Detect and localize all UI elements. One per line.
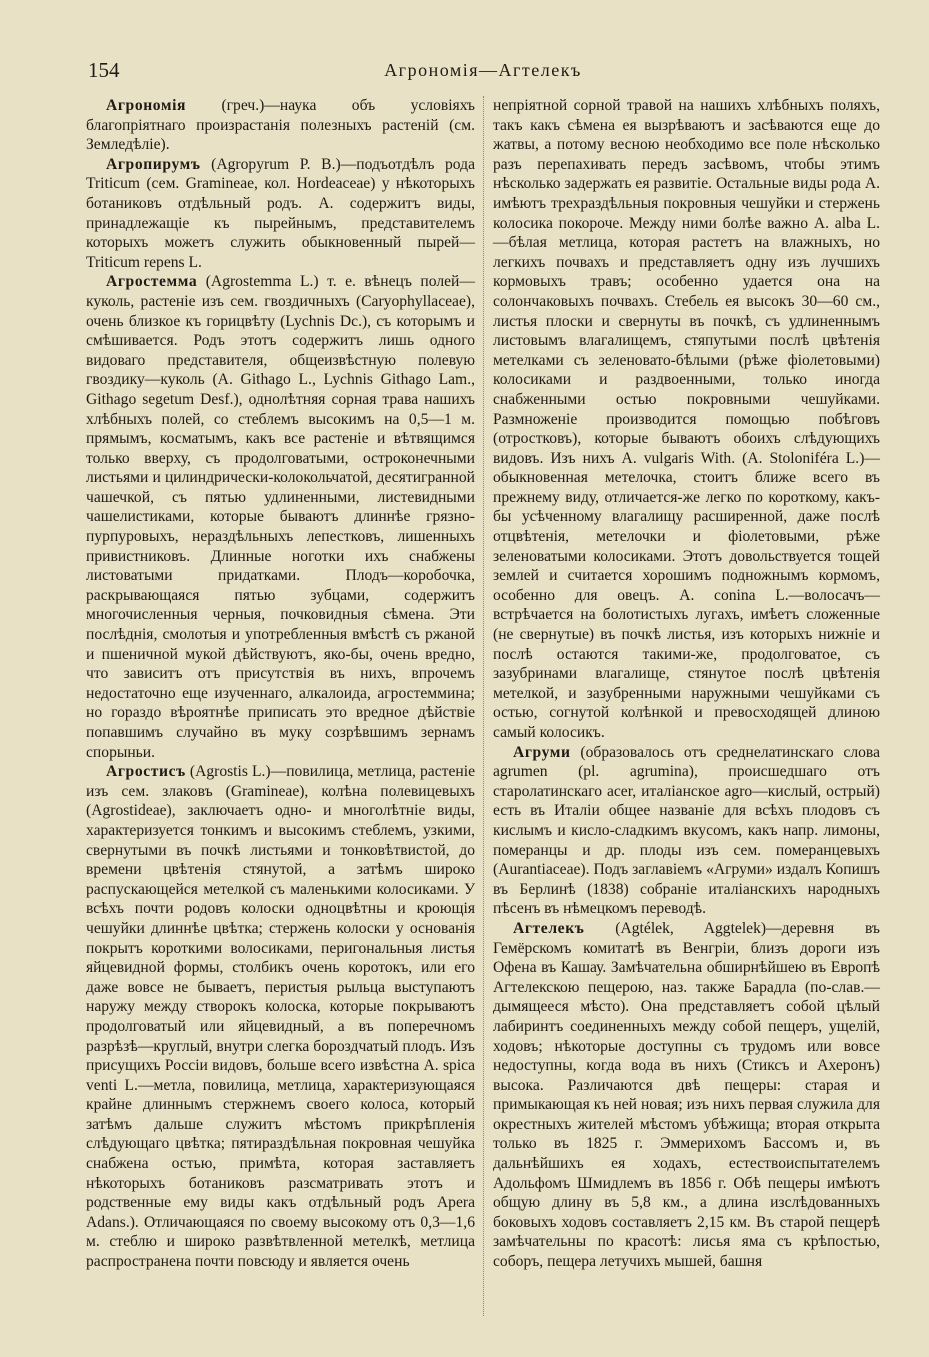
entry-text: (Agropyrum P. B.)—подъотдѣлъ рода Triticum (сем. Gramineae, кол. Hordeaceae) у нѣкоторыхъ ботаниковъ отдѣльный родъ. А. содержитъ виды, принадлежащіе къ пырейнымъ, представителемъ которыхъ можетъ служить обыкновенный пырей—Triticum repens L. [86, 155, 475, 271]
entry-agtelek [493, 919, 880, 1272]
headword: Агруми [513, 743, 571, 761]
entry-agrostemma [86, 272, 475, 762]
headword: Агтелекъ [513, 919, 585, 937]
headword: Агропирумъ [106, 155, 201, 173]
entry-text: (Agrostemma L.) т. е. вѣнецъ полей—куколь, растеніе изъ сем. гвоздичныхъ (Caryophyllaceae), очень близкое къ горицвѣту (Lychnis Dc.), съ которымъ и смѣшивается. Родъ этотъ содержитъ лишь одного видоваго представителя, общеизвѣстную полевую гвоздику—куколь (A. Githago L., Lychnis Githago Lam., Githago segetum Desf.), однолѣтняя сорная трава нашихъ хлѣбныхъ полей, со стеблемъ высокимъ на 0,5—1 м. прямымъ, косматымъ, какъ все растеніе и вѣтвящимся только вверху, съ продолговатыми, остроконечными листьями и цилиндрически-колокольчатой, десятигранной чашечкой, съ пятью удлиненными, листевидными чашелистиками, которые бываютъ длиннѣе грязно-пурпуровыхъ, нераздѣльныхъ лепестковъ, лишенныхъ привистниковъ. Длинные ноготки ихъ снабжены листоватыми придатками. Плодъ—коробочка, раскрывающаяся пятью зубцами, содержитъ многочисленныя черныя, почковидныя сѣмена. Эти послѣднія, смолотыя и употребленныя вмѣстѣ съ ржаной и пшеничной мукой дѣйствуютъ, яко-бы, очень вредно, что зависитъ отъ присутствія въ нихъ, впрочемъ недостаточно еще изученнаго, алкалоида, агростеммина; но гораздо вѣроятнѣе приписать это вредное дѣйствіе попавшимъ случайно въ муку созрѣвшимъ зернамъ спорыньи. [86, 273, 475, 761]
left-column [86, 96, 475, 1272]
headword: Агростисъ [106, 763, 186, 781]
column-divider [483, 96, 485, 1316]
entry-text: непріятной сорной травой на нашихъ хлѣбныхъ поляхъ, такъ какъ сѣмена ея вызрѣваютъ и засѣваются еще до жатвы, а потому весною необходимо все поле нѣсколько разъ перепахивать передъ засѣвомъ, чтобы этимъ нѣсколько задержать ея развитіе. Остальные виды рода А. имѣютъ трехраздѣльныя покровныя чешуйки и стержень колосика покороче. Между ними болѣе важно A. alba L.—бѣлая метлица, которая растетъ на влажныхъ, но легкихъ почвахъ и представляетъ одну изъ лучшихъ кормовыхъ травъ; особенно удается она на солончаковыхъ почвахъ. Стебель ея высокъ 30—60 см., листья плоски и свернуты въ почкѣ, съ удлиненнымъ листовымъ влагалищемъ, стяпутыми послѣ цвѣтенія метелками съ зеленовато-бѣлыми (рѣже фіолетовыми) колосиками и раздвоенными, только иногда снабженными остью покровными чешуйками. Размноженіе производится помощью побѣговъ (отростковъ), которые бываютъ обоихъ слѣдующихъ видовъ. Изъ нихъ A. vulgaris With. (A. Stoloniféra L.)—обыкновенная метелочка, стоитъ ближе всего въ прежнему виду, отличается-же легко по короткому, какъ-бы усѣченному влагалищу расширенной, даже послѣ отцвѣтенія, метелочки и фіолетовыми, рѣже зеленоватыми колосиками. Этотъ довольствуется тощей землей и считается хорошимъ подножнымъ кормомъ, особенно для овецъ. A. conina L.—волосачъ—встрѣчается на болотистыхъ лугахъ, имѣетъ сложенные (не свернутые) въ почкѣ листья, изъ которыхъ нижніе и послѣ остаются такими-же, продолговатое, съ зазубринами влагалище, стянутое послѣ цвѣтенія метелкой, и зазубренными наружными чешуйками съ остью, согнутой колѣнкой и превосходящей длиною самый колосикъ. [493, 97, 880, 741]
headword: Агростемма [106, 273, 198, 291]
entry-text: (Agtélek, Aggtelek)—деревня въ Гемёрскомъ комитатѣ въ Венгріи, близъ дороги изъ Офена въ Кашау. Замѣчательна обширнѣйшею въ Европѣ Агтелекскою пещерою, наз. также Барадла (по-слав.—дымящееся мѣсто). Она представляетъ собой цѣлый лабиринтъ соединенныхъ между собой пещеръ, ущелій, ходовъ; нѣкоторые доступны съ трудомъ или вовсе недоступны, когда вода въ нихъ (Стиксъ и Ахеронъ) высока. Различаются двѣ пещеры: старая и примыкающая къ ней новая; изъ нихъ первая служила для окрестныхъ жителей мѣстомъ убѣжища; вторая открыта только въ 1825 г. Эммерихомъ Бассомъ и, въ дальнѣйшихъ ея ходахъ, естествоиспытателемъ Адольфомъ Шмидлемъ въ 1856 г. Обѣ пещеры имѣютъ общую длину въ 5,8 км., а длина изслѣдованныхъ боковыхъ ходовъ составляетъ 2,15 км. Въ старой пещерѣ замѣчательны по красотѣ: лисья яма съ крѣпостью, соборъ, пещера летучихъ мышей, башня [493, 919, 880, 1271]
entry-agropirum [86, 155, 475, 273]
entry-agrostis-continued [493, 96, 880, 743]
entry-agronomiya [86, 96, 475, 155]
right-column [493, 96, 880, 1272]
page-number: 154 [88, 58, 120, 82]
entry-text: (Agrostis L.)—повилица, метлица, растеніе изъ сем. злаковъ (Gramineae), колѣна полевицевыхъ (Agrostideae), заключаетъ одно- и многолѣтніе виды, характеризуется тонкимъ и высокимъ стеблемъ, узкими, свернутыми въ почкѣ листьями и тонковѣтвистой, до времени цвѣтенія стянутой, а затѣмъ широко распускающейся метелкой съ маленькими колосиками. У всѣхъ почти родовъ колоски одноцвѣтны и кроющія чешуйки длиннѣе цвѣтка; стержень колоски у основанія покрытъ короткими волосиками, перигональныя листья яйцевидной формы, столбикъ очень коротокъ, или его даже вовсе не бываетъ, перистыя рыльца выступаютъ наружу между створокъ колоска, которые покрываютъ продолговатый или яйцевидный, а въ поперечномъ разрѣзѣ—круглый, внутри слегка бороздчатый плодъ. Изъ присущихъ Россіи видовъ, больше всего извѣстна A. spica venti L.—метла, повилица, метлица, характеризующаяся крайне длиннымъ стержнемъ своего колоса, который затѣмъ дальше служитъ мѣстомъ прикрѣпленія слѣдующаго цвѣтка; пятираздѣльная покровная чешуйка снабжена остью, примѣта, которая заставляетъ нѣкоторыхъ ботаниковъ разсматривать этотъ и родственные ему виды какъ отдѣльный родъ Apera Adans.). Отличающаяся по своему высокому отъ 0,3—1,6 м. стеблю и широко развѣтвленной метелкѣ, метлица распространена почти повсюду и является очень [86, 763, 475, 1271]
entry-agrostis [86, 762, 475, 1271]
entry-agrumi [493, 743, 880, 919]
running-head: Агрономія—Агтелекъ [384, 60, 582, 80]
headword: Агрономія [106, 97, 187, 114]
page-header [88, 58, 878, 84]
entry-text: (образовалось отъ среднелатинскаго слова agrumen (pl. agrumina), происшедшаго отъ старолатинскаго acer, италіанское agro—кислый, острый) есть въ Италіи общее названіе для всѣхъ плодовъ съ кислымъ и кисло-сладкимъ вкусомъ, какъ напр. лимоны, померанцы и др. плоды изъ сем. померанцевыхъ (Aurantiaceae). Подъ заглавіемъ «Агруми» издалъ Копишъ въ Берлинѣ (1838) собраніе италіанскихъ народныхъ пѣсенъ въ нѣмецкомъ переводѣ. [493, 743, 880, 918]
entry-text: (греч.)—наука объ условіяхъ благопріятнаго произрастанія полезныхъ растеній (см. Земледѣліе). [86, 97, 475, 154]
